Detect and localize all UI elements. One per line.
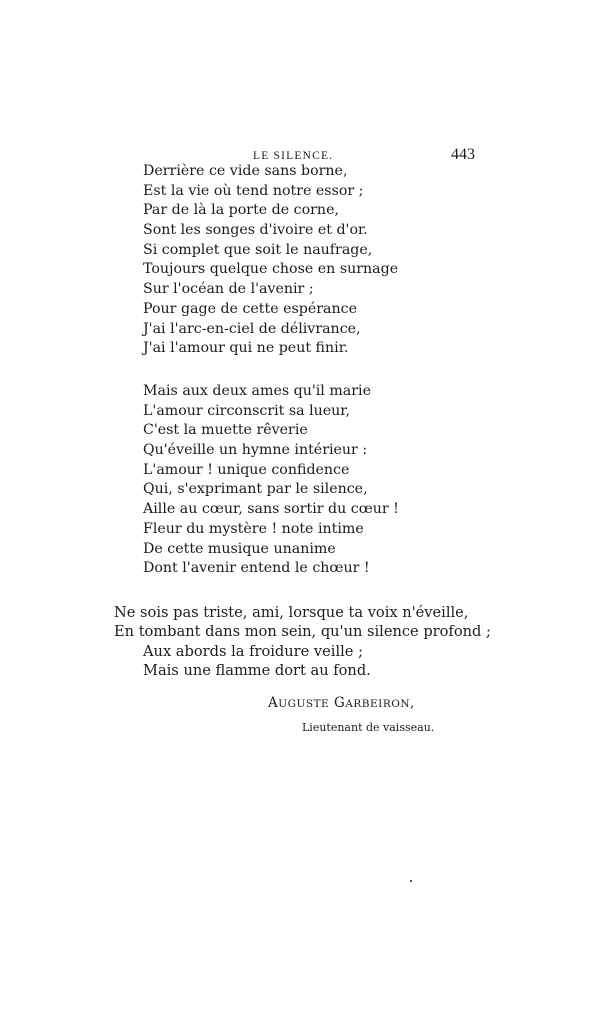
verse-line: Aille au cœur, sans sortir du cœur !: [143, 501, 399, 518]
verse-line: Derrière ce vide sans borne,: [143, 163, 348, 179]
author-first-initial: A: [268, 695, 279, 711]
verse-line: Fleur du mystère ! note intime: [143, 520, 364, 537]
verse-line: Par de là la porte de corne,: [143, 202, 339, 219]
verse-line: Pour gage de cette espérance: [143, 300, 357, 317]
author-last-initial: G: [334, 695, 346, 711]
verse-line: Sur l'océan de l'avenir ;: [143, 281, 314, 298]
verse-line: De cette musique unanime: [143, 540, 336, 557]
verse-line: Est la vie où tend notre essor ;: [143, 182, 364, 199]
stanza: [143, 382, 399, 579]
verse-line: J'ai l'amour qui ne peut finir.: [143, 340, 349, 357]
verse-line: Toujours quelque chose en surnage: [143, 261, 399, 278]
author-rank: Lieutenant de vaisseau.: [302, 721, 435, 734]
author-punct: ,: [410, 695, 415, 711]
paper-speck: [410, 880, 412, 882]
verse-line: Si complet que soit le naufrage,: [143, 241, 373, 258]
verse-line: Ne sois pas triste, ami, lorsque ta voix n'éveille,: [114, 604, 469, 621]
verse-line: Mais une flamme dort au fond.: [143, 661, 371, 679]
closing-stanza: [114, 603, 491, 680]
verse-line: J'ai l'arc-en-ciel de délivrance,: [143, 320, 361, 337]
stanza: [143, 162, 398, 359]
verse-line: Mais aux deux ames qu'il marie: [143, 383, 371, 399]
verse-line: C'est la muette rêverie: [143, 422, 308, 439]
running-head: LE SILENCE.: [253, 150, 334, 162]
page-number: 443: [451, 146, 475, 163]
verse-line: L'amour ! unique confidence: [143, 461, 350, 478]
verse-line: Dont l'avenir entend le chœur !: [143, 560, 370, 577]
verse-line: En tombant dans mon sein, qu'un silence profond ;: [114, 623, 491, 641]
author-signature: [268, 695, 415, 711]
verse-line: L'amour circonscrit sa lueur,: [143, 402, 351, 419]
verse-line: Aux abords la froidure veille ;: [143, 642, 363, 660]
verse-line: Qu'éveille un hymne intérieur :: [143, 442, 368, 459]
author-last-rest: ARBEIRON: [345, 698, 411, 710]
verse-line: Sont les songes d'ivoire et d'or.: [143, 222, 368, 239]
author-first-rest: UGUSTE: [278, 698, 330, 710]
verse-line: Qui, s'exprimant par le silence,: [143, 481, 368, 498]
